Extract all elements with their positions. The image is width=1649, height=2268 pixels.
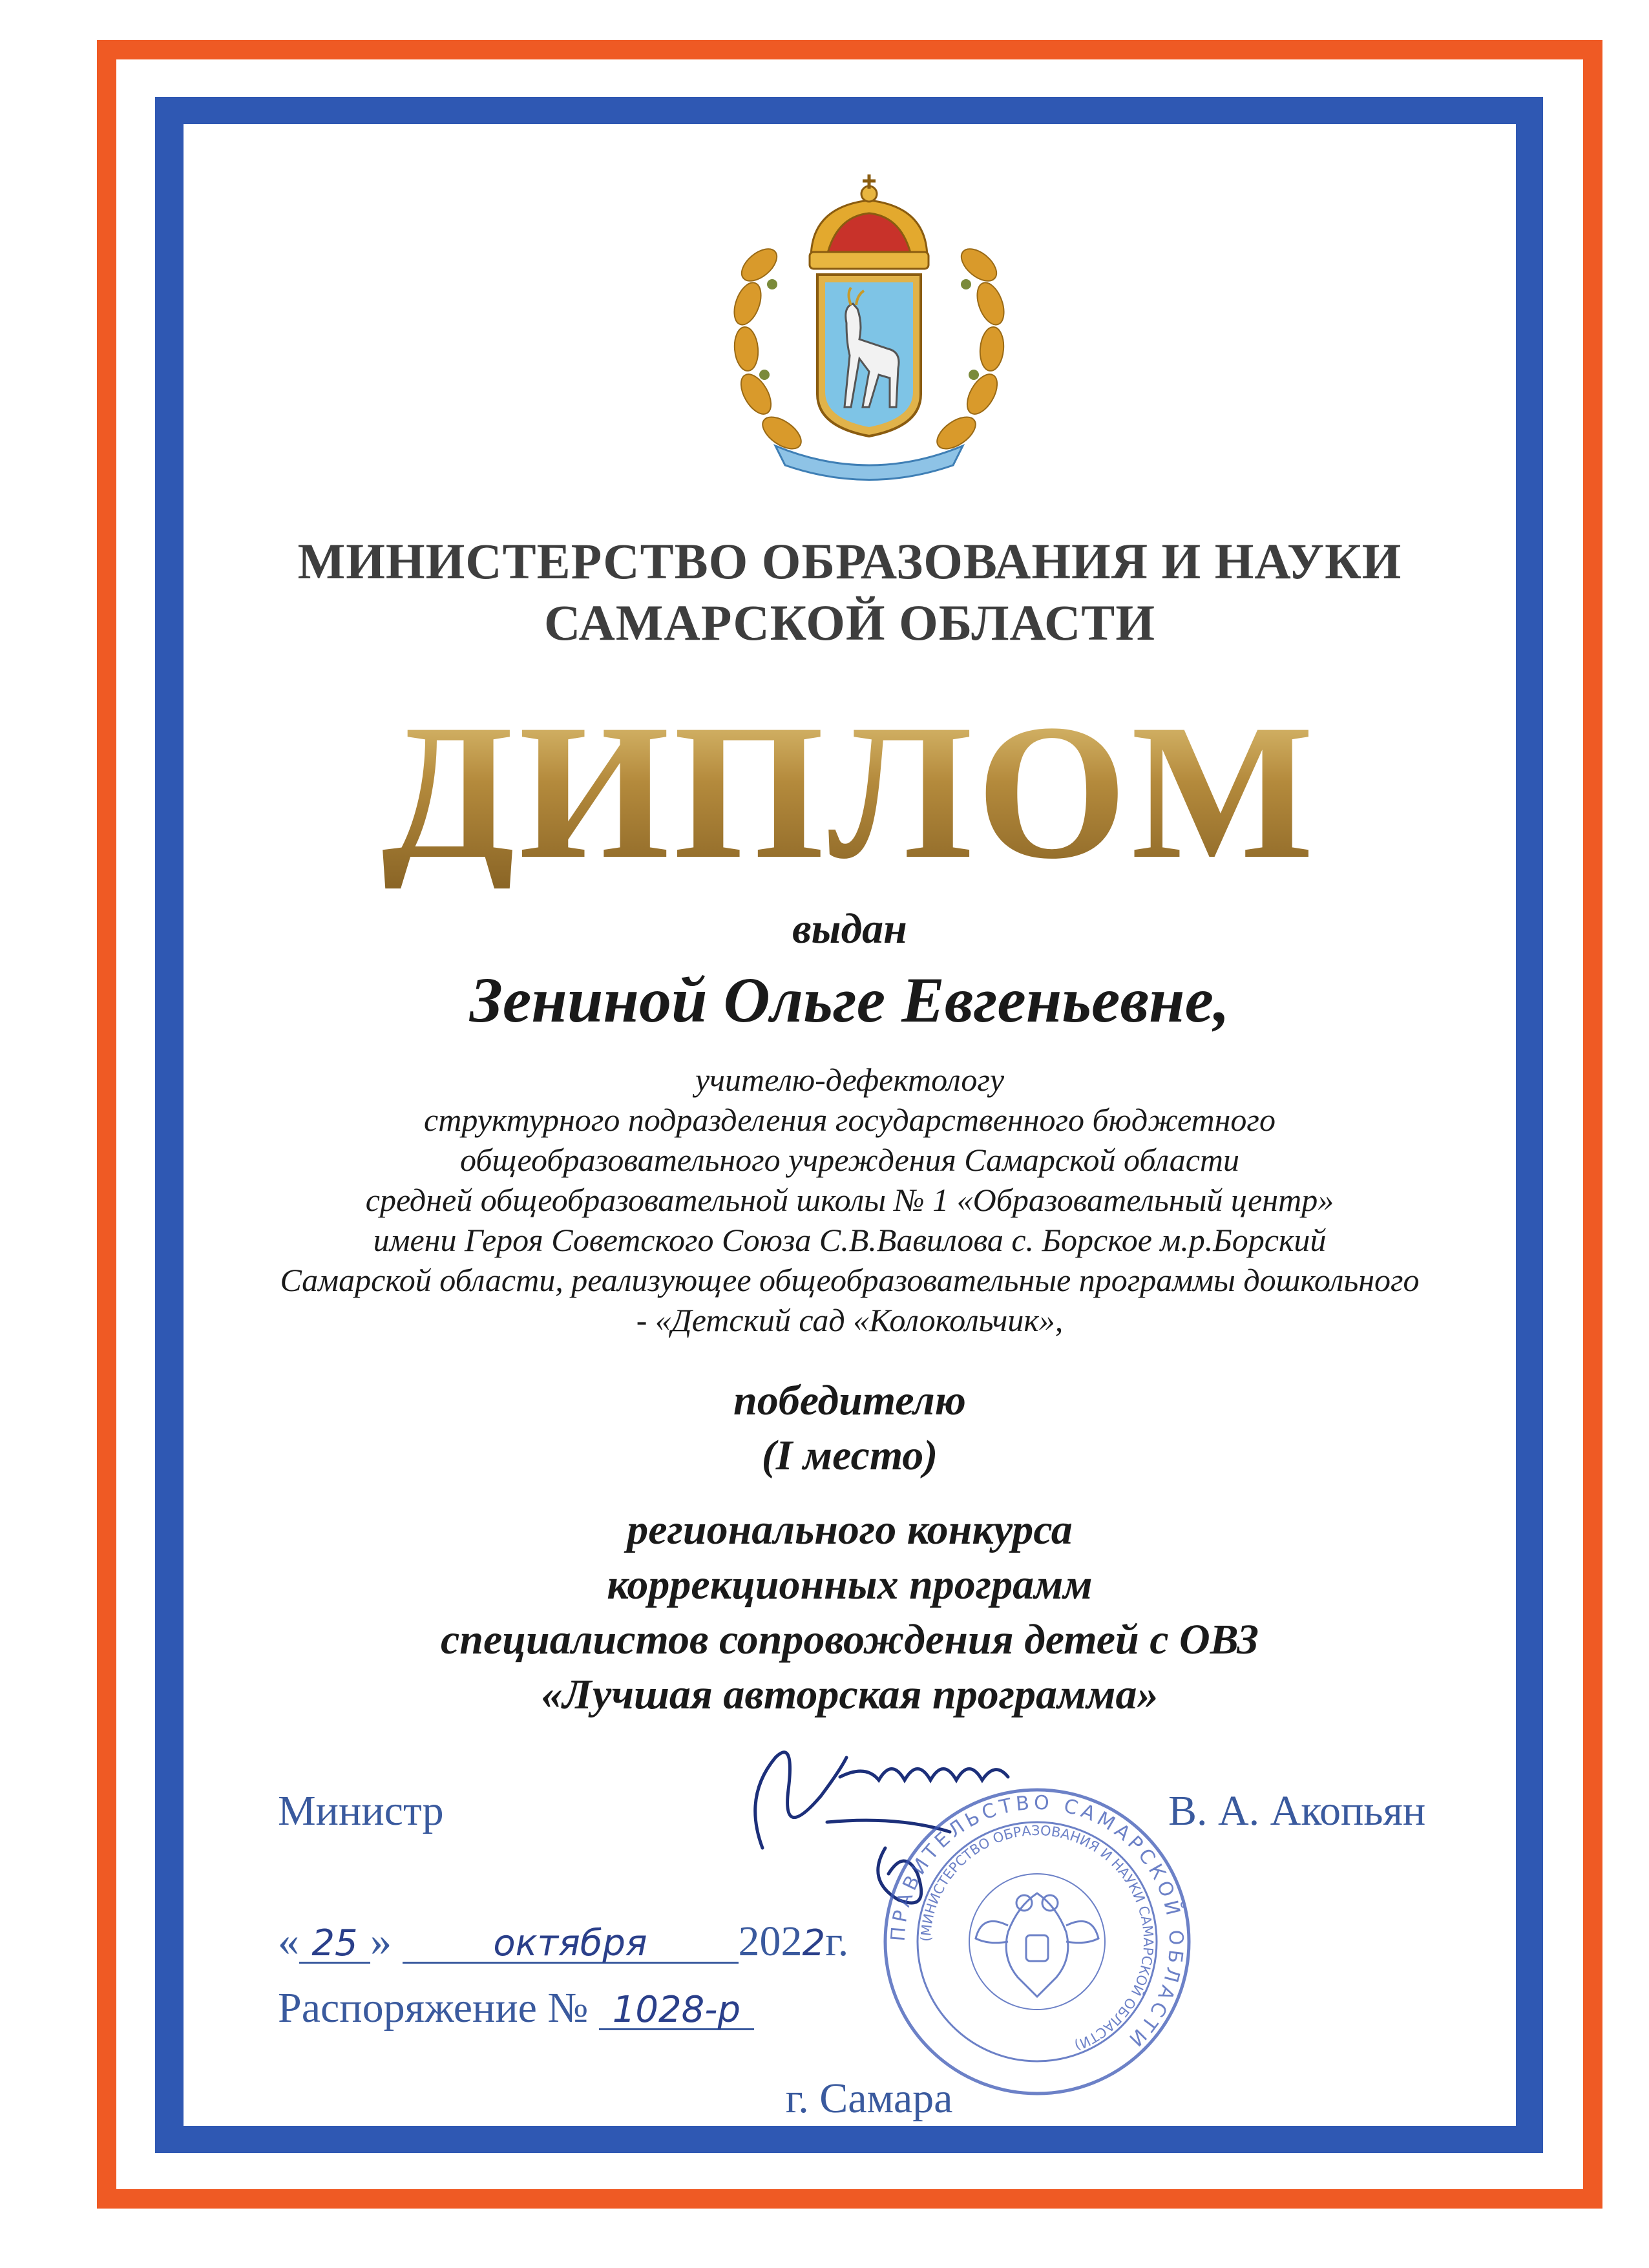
signatory-name: В. А. Акопьян [1168,1787,1426,1834]
svg-text:(МИНИСТЕРСТВО ОБРАЗОВАНИЯ И НА [918,1823,1156,2053]
stamp-outer-text: ПРАВИТЕЛЬСТВО САМАРСКОЙ ОБЛАСТИ [887,1791,1188,2053]
recipient-name: Зениной Ольге Евгеньевне, [470,964,1230,1036]
position-line: - «Детский сад «Колокольчик», [636,1302,1064,1338]
position-line: общеобразовательного учреждения Самарской области [459,1142,1239,1178]
ministry-name-line2: САМАРСКОЙ ОБЛАСТИ [544,594,1155,651]
official-stamp-icon [879,1783,1195,2100]
position-line: средней общеобразовательной школы № 1 «Образовательный центр» [365,1182,1334,1218]
ministry-name-line1: МИНИСТЕРСТВО ОБРАЗОВАНИЯ И НАУКИ [297,533,1402,589]
order-label: Распоряжение № [278,1984,589,2032]
signatory-title: Министр [278,1787,444,1834]
contest-line: коррекционных программ [607,1561,1093,1608]
award-winner: победителю [733,1377,966,1424]
position-line: имени Героя Советского Союза С.В.Вавилова с. Борское м.р.Борский [373,1222,1327,1258]
issue-city: г. Самара [785,2075,953,2122]
diploma-title: ДИПЛОМ [194,695,1506,888]
order-number: 1028-р [599,1992,754,2030]
contest-line: специалистов сопровождения детей с ОВЗ [440,1616,1259,1663]
award-place: (I место) [761,1432,938,1479]
date-day: 25 [299,1926,370,1964]
date-year-end: г. [825,1918,849,1965]
date-year-suffix: 2 [802,1922,826,1964]
date-open-quote: « [278,1918,299,1965]
date-close-quote: » [370,1918,392,1965]
date-month: октября [403,1926,739,1964]
samara-coat-of-arms-icon [714,162,1024,498]
contest-line: регионального конкурса [627,1506,1073,1553]
position-line: учителю-дефектологу [695,1062,1005,1098]
date-year-prefix: 202 [738,1918,803,1965]
order-reference [278,1984,754,2032]
issued-label: выдан [792,905,907,952]
contest-line: «Лучшая авторская программа» [541,1671,1159,1718]
position-line: структурного подразделения государственного бюджетного [424,1102,1276,1138]
position-line: Самарской области, реализующее общеобразовательные программы дошкольного [280,1262,1420,1298]
stamp-inner-text: (МИНИСТЕРСТВО ОБРАЗОВАНИЯ И НАУКИ САМАРСКОЙ ОБЛАСТИ) [918,1822,1157,2053]
